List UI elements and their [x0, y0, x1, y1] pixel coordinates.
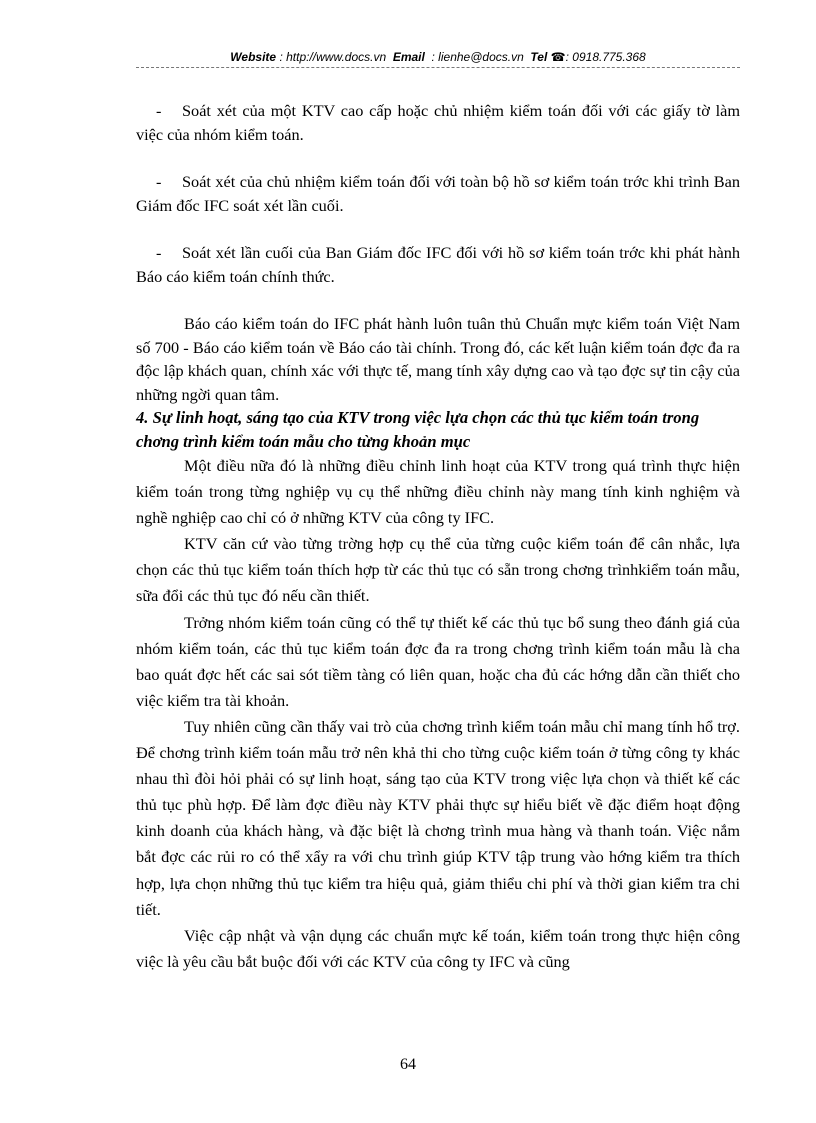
bullet-item [136, 170, 740, 217]
body-paragraph: Trởng nhóm kiểm toán cũng có thể tự thiết kế các thủ tục bổ sung theo đánh giá của nhóm kiểm toán, các thủ tục kiểm toán đợc đa ra trong chơng trình kiểm toán mẫu là cha bao quát đợc hết các sai sót tiềm tàng có liên quan, hoặc cha đủ các hớng dẫn cần thiết cho việc kiểm tra tài khoản. [136, 612, 740, 710]
tel-label: Tel [530, 50, 548, 64]
section-heading: 4. Sự linh hoạt, sáng tạo của KTV trong việc lựa chọn các thủ tục kiểm toán trong chơng trình kiểm toán mẫu cho từng khoản mục [136, 408, 700, 451]
email-label: Email [392, 50, 425, 64]
bullet-item [136, 99, 740, 146]
website-label: Website [230, 50, 277, 64]
bullet-marker: - [156, 243, 162, 262]
bullet-text: Soát xét của một KTV cao cấp hoặc chủ nhiệm kiểm toán đối với các giấy tờ làm việc của nhóm kiểm toán. [136, 101, 740, 144]
bullet-marker: - [156, 172, 162, 191]
bullet-text: Soát xét lần cuối của Ban Giám đốc IFC đối với hồ sơ kiểm toán trớc khi phát hành Báo cáo kiểm toán chính thức. [136, 243, 740, 286]
document-body [136, 99, 740, 975]
tel-value: : 0918.775.368 [565, 50, 646, 64]
body-paragraph: Việc cập nhật và vận dụng các chuẩn mực kế toán, kiểm toán trong thực hiện công việc là yêu cầu bắt buộc đối với các KTV của công ty IFC và cũng [136, 925, 740, 971]
page-header [136, 50, 740, 64]
page-number: 64 [400, 1056, 416, 1073]
body-paragraph: KTV căn cứ vào từng trờng hợp cụ thể của từng cuộc kiểm toán để cân nhắc, lựa chọn các thủ tục kiểm toán thích hợp từ các thủ tục có sẵn trong chơng trìnhkiểm toán mẫu, sữa đổi các thủ tục đó nếu cần thiết. [136, 534, 740, 606]
phone-icon: ☎ [550, 50, 566, 64]
bullet-item [136, 241, 740, 288]
intro-paragraph: Báo cáo kiểm toán do IFC phát hành luôn tuân thủ Chuẩn mực kiểm toán Việt Nam số 700 - Báo cáo kiểm toán về Báo cáo tài chính. Trong đó, các kết luận kiểm toán đợc đa ra độc lập khách quan, chính xác với thực tế, mang tính xây dựng cao và tạo đợc sự tin cậy của những ngời quan tâm. [136, 314, 740, 404]
body-paragraph: Tuy nhiên cũng cần thấy vai trò của chơng trình kiểm toán mẫu chỉ mang tính hổ trợ. Để chơng trình kiểm toán mẫu trở nên khả thi cho từng cuộc kiểm toán ở từng công ty khác nhau thì đòi hỏi phải có sự linh hoạt, sáng tạo của KTV trong việc lựa chọn và thiết kế các thủ tục phù hợp. Để làm đợc điều này KTV phải thực sự hiểu biết về đặc điểm hoạt động kinh doanh của khách hàng, và đặc biệt là chơng trình mua hàng và thanh toán. Việc nắm bắt đợc các rủi ro có thể xẩy ra với chu trình giúp KTV tập trung vào hớng kiểm tra thích hợp, lựa chọn những thủ tục kiểm tra hiệu quả, giảm thiểu chi phí và thời gian kiểm tra chi tiết. [136, 716, 740, 919]
body-paragraph: Một điều nữa đó là những điều chỉnh linh hoạt của KTV trong quá trình thực hiện kiểm toán trong từng nghiệp vụ cụ thể những điều chỉnh này mang tính kinh nghiệm và nghề nghiệp cao chỉ có ở những KTV của công ty IFC. [136, 456, 740, 528]
header-divider [136, 67, 740, 68]
website-url: : http://www.docs.vn [279, 50, 387, 64]
bullet-marker: - [156, 101, 162, 120]
bullet-text: Soát xét của chủ nhiệm kiểm toán đối với toàn bộ hồ sơ kiểm toán trớc khi trình Ban Giám đốc IFC soát xét lần cuối. [136, 172, 740, 215]
email-value: : lienhe@docs.vn [431, 50, 524, 64]
